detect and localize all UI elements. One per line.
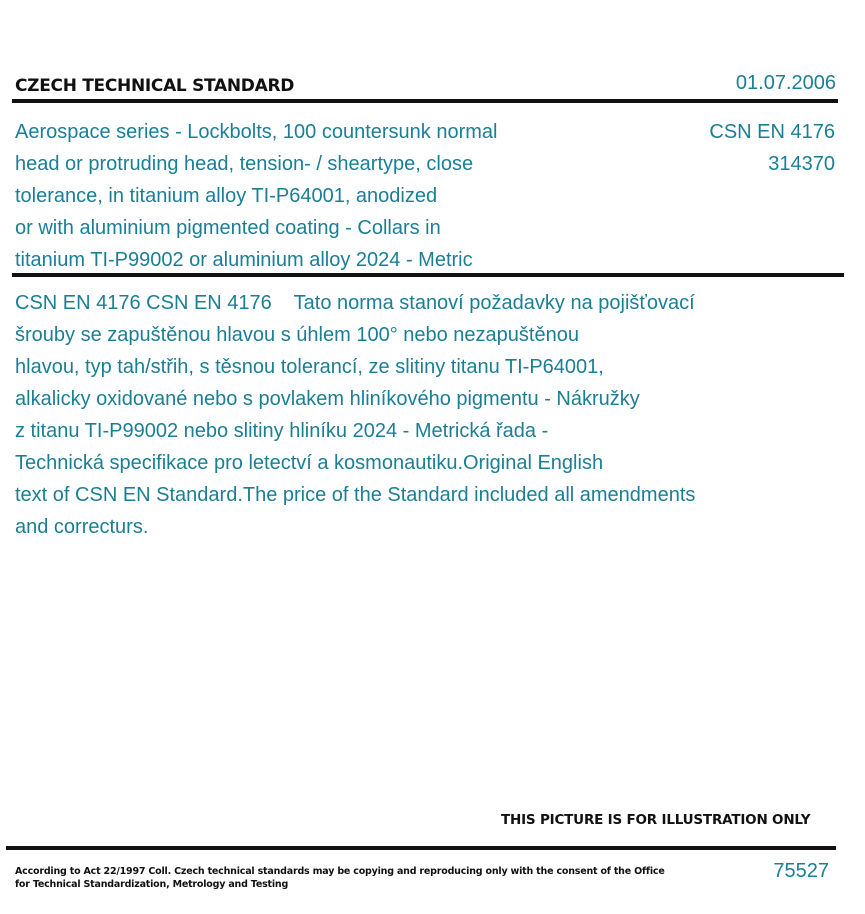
description-line: CSN EN 4176 CSN EN 4176 Tato norma stanoví požadavky na pojišťovací xyxy=(15,292,695,314)
header-divider xyxy=(12,99,838,103)
standard-title xyxy=(15,116,575,276)
description-line: hlavou, typ tah/střih, s těsnou tolerancí, ze slitiny titanu TI-P64001, xyxy=(15,356,604,378)
footer-divider xyxy=(6,846,836,850)
copyright-notice xyxy=(15,865,665,891)
description-line: Technická specifikace pro letectví a kosmonautiku.Original English xyxy=(15,452,604,474)
description-line: alkalicky oxidované nebo s povlakem hliníkového pigmentu - Nákružky xyxy=(15,388,640,410)
illustration-disclaimer: THIS PICTURE IS FOR ILLUSTRATION ONLY xyxy=(501,812,811,828)
document-id: 75527 xyxy=(773,860,829,882)
title-line: or with aluminium pigmented coating - Collars in xyxy=(15,217,441,239)
publication-date: 01.07.2006 xyxy=(735,72,836,94)
standard-description xyxy=(15,287,775,543)
description-line: z titanu TI-P99002 nebo slitiny hliníku 2024 - Metrická řada - xyxy=(15,420,549,442)
title-divider xyxy=(12,273,844,277)
description-line: text of CSN EN Standard.The price of the Standard included all amendments xyxy=(15,484,696,506)
copyright-line: According to Act 22/1997 Coll. Czech technical standards may be copying and reproducing only with the consent of the Office xyxy=(15,866,665,877)
description-line: šrouby se zapuštěnou hlavou s úhlem 100° nebo nezapuštěnou xyxy=(15,324,579,346)
copyright-line: for Technical Standardization, Metrology and Testing xyxy=(15,879,289,890)
catalog-number: 314370 xyxy=(768,153,835,175)
title-line: head or protruding head, tension- / sheartype, close xyxy=(15,153,474,175)
document-type-label: CZECH TECHNICAL STANDARD xyxy=(15,76,295,96)
title-line: titanium TI-P99002 or aluminium alloy 2024 - Metric xyxy=(15,249,473,271)
description-line: and correcturs. xyxy=(15,516,149,538)
title-line: tolerance, in titanium alloy TI-P64001, anodized xyxy=(15,185,438,207)
title-line: Aerospace series - Lockbolts, 100 countersunk normal xyxy=(15,121,498,143)
standard-code: CSN EN 4176 xyxy=(709,121,835,143)
standard-identifiers xyxy=(709,116,835,180)
